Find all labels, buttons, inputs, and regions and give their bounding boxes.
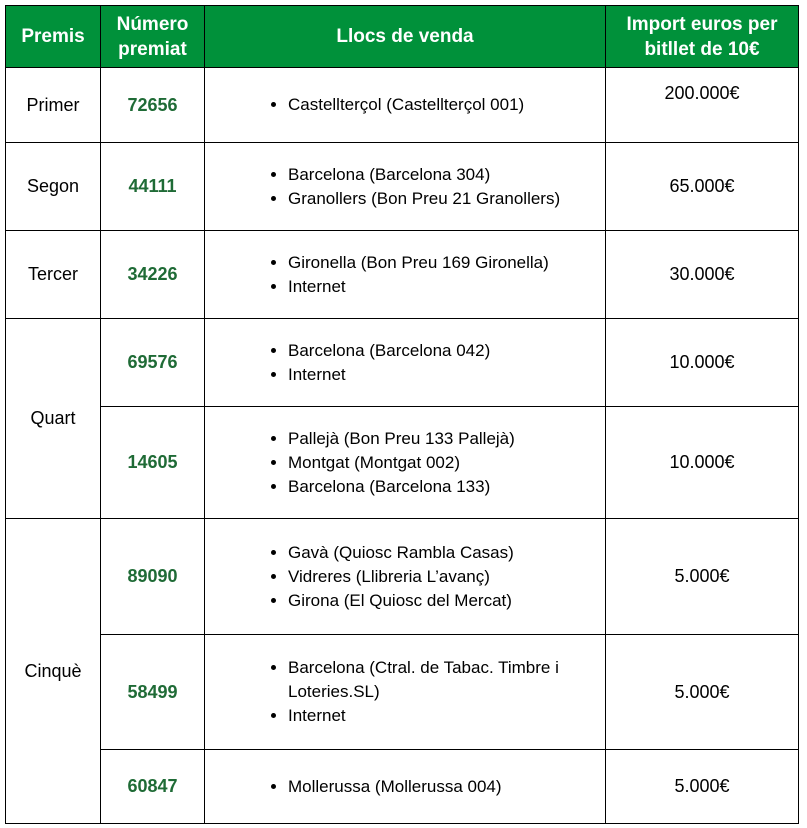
header-number: Número premiat <box>101 6 205 68</box>
sale-place: • Castellterçol (Castellterçol 001) <box>288 93 605 117</box>
sale-place: • Internet <box>288 704 585 728</box>
table-row <box>6 231 799 319</box>
sale-places <box>205 143 606 231</box>
sale-place: • Barcelona (Barcelona 042) <box>288 339 605 363</box>
sale-places <box>205 407 606 519</box>
table-row <box>6 407 799 519</box>
prize-amount: 5.000€ <box>606 635 799 750</box>
sale-place: • Vidreres (Llibreria L’avanç) <box>288 565 605 589</box>
table-row <box>6 319 799 407</box>
sale-places <box>205 519 606 635</box>
sale-place: • Barcelona (Ctral. de Tabac. Timbre i Loteries.SL) <box>288 656 585 704</box>
sale-place: • Barcelona (Barcelona 304) <box>288 163 605 187</box>
winning-number: 60847 <box>101 750 205 824</box>
header-amount: Import euros per bitllet de 10€ <box>606 6 799 68</box>
sale-places <box>205 635 606 750</box>
sale-places <box>205 750 606 824</box>
winning-number: 44111 <box>101 143 205 231</box>
prize-label: Segon <box>6 143 101 231</box>
winning-number: 14605 <box>101 407 205 519</box>
prize-amount: 10.000€ <box>606 407 799 519</box>
sale-place: • Pallejà (Bon Preu 133 Pallejà) <box>288 427 605 451</box>
sale-place: • Girona (El Quiosc del Mercat) <box>288 589 605 613</box>
prize-label: Primer <box>6 68 101 143</box>
sale-places <box>205 319 606 407</box>
prize-amount: 5.000€ <box>606 750 799 824</box>
prize-label: Quart <box>6 319 101 519</box>
table-row <box>6 750 799 824</box>
sale-place: • Internet <box>288 363 605 387</box>
prize-label: Cinquè <box>6 519 101 824</box>
winning-number: 89090 <box>101 519 205 635</box>
sale-places <box>205 68 606 143</box>
sale-place: • Internet <box>288 275 605 299</box>
sale-places <box>205 231 606 319</box>
table-row <box>6 68 799 143</box>
table-row <box>6 519 799 635</box>
sale-place: • Montgat (Montgat 002) <box>288 451 605 475</box>
sale-place: • Gavà (Quiosc Rambla Casas) <box>288 541 605 565</box>
header-row <box>6 6 799 68</box>
sale-place: • Barcelona (Barcelona 133) <box>288 475 605 499</box>
sale-place: • Mollerussa (Mollerussa 004) <box>288 775 605 799</box>
header-places: Llocs de venda <box>205 6 606 68</box>
header-prize: Premis <box>6 6 101 68</box>
prize-amount: 5.000€ <box>606 519 799 635</box>
winning-number: 58499 <box>101 635 205 750</box>
winning-number: 69576 <box>101 319 205 407</box>
prize-label: Tercer <box>6 231 101 319</box>
prizes-table <box>5 5 799 824</box>
table-row <box>6 635 799 750</box>
prize-amount: 65.000€ <box>606 143 799 231</box>
table-row <box>6 143 799 231</box>
sale-place: • Gironella (Bon Preu 169 Gironella) <box>288 251 605 275</box>
sale-place: • Granollers (Bon Preu 21 Granollers) <box>288 187 605 211</box>
prize-amount: 200.000€ <box>606 68 799 143</box>
winning-number: 72656 <box>101 68 205 143</box>
winning-number: 34226 <box>101 231 205 319</box>
prize-amount: 30.000€ <box>606 231 799 319</box>
prize-amount: 10.000€ <box>606 319 799 407</box>
